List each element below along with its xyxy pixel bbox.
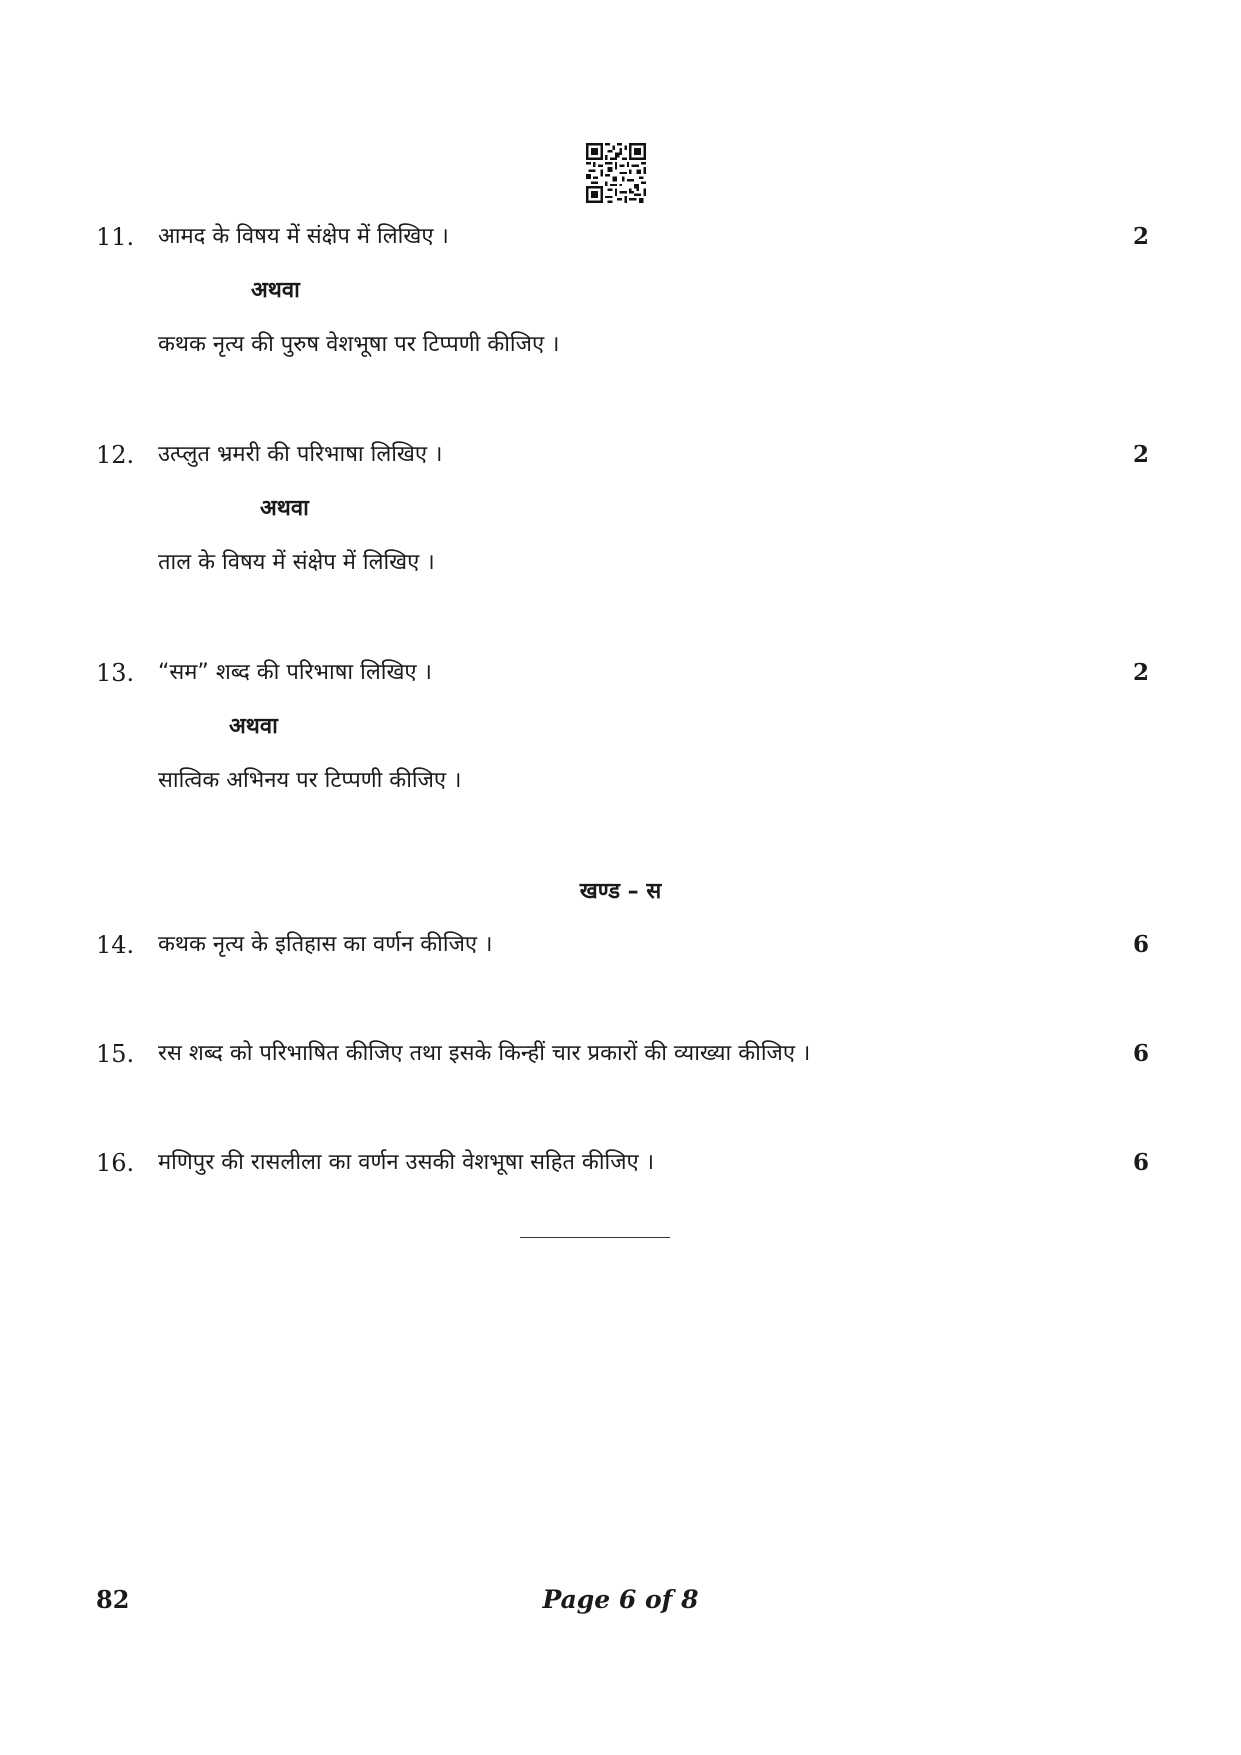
question-number: 16. [96,1149,135,1177]
or-line [0,271,1241,311]
question-text: “सम” शब्द की परिभाषा लिखिए । [158,660,432,685]
alternative-text: कथक नृत्य की पुरुष वेशभूषा पर टिप्पणी कीजिए । [158,332,560,357]
or-label: अथवा [229,714,278,739]
question-number: 15. [96,1040,135,1068]
paper-code: 82 [96,1585,130,1614]
alternative-line [0,325,1241,365]
question-number: 14. [96,931,135,959]
question-11 [0,217,1241,365]
question-12 [0,435,1241,583]
question-text: आमद के विषय में संक्षेप में लिखिए । [158,224,449,249]
page-number: Page 6 of 8 [542,1585,699,1614]
question-number: 13. [96,659,135,687]
question-marks: 2 [1132,223,1149,250]
question-marks: 2 [1132,441,1149,468]
question-text: कथक नृत्य के इतिहास का वर्णन कीजिए । [158,932,493,957]
question-line [0,435,1241,475]
alternative-line [0,543,1241,583]
question-13 [0,653,1241,801]
question-number: 12. [96,441,135,469]
alternative-line [0,761,1241,801]
question-14 [0,925,1241,965]
question-line [0,1143,1241,1183]
question-text: उत्प्लुत भ्रमरी की परिभाषा लिखिए । [158,442,443,467]
question-marks: 6 [1132,1149,1149,1176]
question-marks: 2 [1132,659,1149,686]
alternative-text: सात्विक अभिनय पर टिप्पणी कीजिए । [158,768,462,793]
or-label: अथवा [260,496,309,521]
alternative-text: ताल के विषय में संक्षेप में लिखिए । [158,550,435,575]
question-line [0,217,1241,257]
question-16 [0,1143,1241,1183]
question-text: रस शब्द को परिभाषित कीजिए तथा इसके किन्हीं चार प्रकारों की व्याख्या कीजिए । [158,1041,811,1066]
or-line [0,489,1241,529]
question-line [0,1034,1241,1074]
question-marks: 6 [1132,1040,1149,1067]
question-text: मणिपुर की रासलीला का वर्णन उसकी वेशभूषा सहित कीजिए । [158,1150,655,1175]
question-number: 11. [96,223,135,251]
question-marks: 6 [1132,931,1149,958]
section-title: खण्ड – स [579,879,662,904]
end-rule [520,1237,670,1238]
qr-code-icon [586,143,646,203]
question-line [0,925,1241,965]
or-label: अथवा [251,278,300,303]
question-line [0,653,1241,693]
or-line [0,707,1241,747]
question-15 [0,1034,1241,1074]
